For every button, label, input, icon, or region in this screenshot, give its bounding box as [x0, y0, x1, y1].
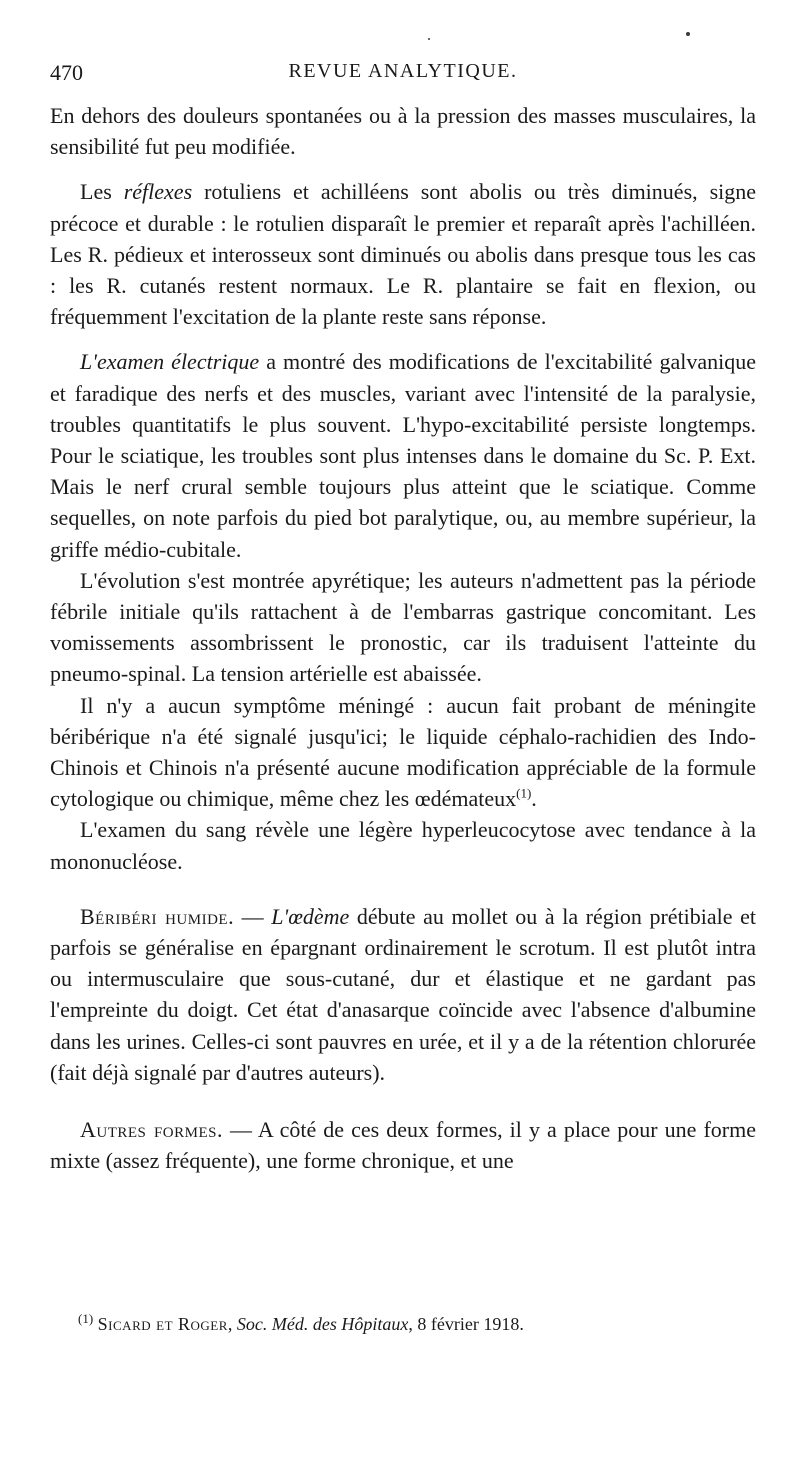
text-run: Il n'y a aucun symptôme méningé : aucun fait probant de méningite béribérique n'a été signalé jusqu'ici; le liquide céphalo-rachidien des Indo-Chinois et Chinois n'a présenté aucune modification appréciable de la formule cytologique ou chimique, même chez les œdémateux	[50, 692, 756, 812]
paragraph: L'examen du sang révèle une légère hyperleucocytose avec tendance à la mononucléose.	[50, 817, 756, 874]
paragraph	[50, 346, 756, 564]
paragraph	[50, 901, 756, 1088]
text-run: — A côté de ces deux formes, il y a place pour une forme mixte (assez fréquente), une forme chronique, et une	[50, 1117, 756, 1174]
specks	[686, 32, 690, 36]
specks	[428, 38, 430, 40]
page-number: 470	[50, 60, 83, 85]
text-run: ,	[227, 1314, 237, 1334]
paragraph: L'évolution s'est montrée apyrétique; les auteurs n'admettent pas la période fébrile initiale qu'ils rattachent à de l'embarras gastrique concomitant. Les vomissements assombrissent le pronostic, car ils traduisent l'atteinte du pneumo-spinal. La tension artérielle est abaissée.	[50, 567, 756, 687]
paragraph: En dehors des douleurs spontanées ou à la pression des masses musculaires, la sensibilité fut peu modifiée.	[50, 103, 756, 160]
footnote-ref[interactable]: (1)	[516, 785, 532, 801]
text-run: —	[234, 903, 272, 929]
section-heading: Autres formes.	[80, 1117, 223, 1143]
footnote-journal: Soc. Méd. des Hôpitaux	[236, 1314, 409, 1334]
text-run: débute au mollet ou à la région prétibiale et parfois se généralise en épargnant ordinairement le scrotum. Il est plutôt intra ou intermusculaire que sous-cutané, dur et élastique et ne gardant pas l'empreinte du doigt. Cet état d'anasarque coïncide avec l'absence d'albumine dans les urines. Celles-ci sont pauvres en urée, et il y a de la rétention chlorurée (fait déjà signalé par d'autres auteurs).	[50, 903, 757, 1085]
text-run: Les	[80, 179, 124, 205]
paragraph	[50, 176, 756, 332]
text-run: a montré des modifications de l'excitabilité galvanique et faradique des nerfs et des muscles, variant avec l'intensité de la paralysie, troubles quantitatifs le plus souvent. L'hypo-excitabilité persiste longtemps. Pour le sciatique, les troubles sont plus intenses dans le domaine du Sc. P. Ext. Mais le nerf crural semble toujours plus atteint que le sciatique. Comme sequelles, on note parfois du pied bot paralytique, ou, au membre supérieur, la griffe médio-cubitale.	[50, 349, 756, 562]
paragraph	[50, 690, 756, 815]
paragraph	[50, 1114, 756, 1176]
page-header	[50, 60, 756, 90]
footnote	[78, 1312, 738, 1336]
text-run: rotuliens et achilléens sont abolis ou très diminués, signe précoce et durable : le rotulien disparaît le premier et reparaît après l'achilléen. Les R. pédieux et interosseux sont diminués ou abolis dans presque tous les cas : les R. cutanés restent normaux. Le R. plantaire se fait en flexion, ou fréquemment l'excitation de la plante reste sans réponse.	[50, 179, 757, 330]
running-title: REVUE ANALYTIQUE.	[288, 60, 518, 82]
italic-term: réflexes	[123, 179, 193, 205]
italic-term: L'œdème	[271, 903, 350, 929]
section-heading: Béribéri humide.	[80, 903, 235, 929]
footnote-marker: (1)	[78, 1311, 94, 1326]
text-run: .	[531, 786, 537, 812]
footnote-date: , 8 février 1918.	[408, 1314, 524, 1334]
body-text	[50, 100, 756, 1177]
footnote-authors: Sicard et Roger	[97, 1314, 228, 1334]
italic-term: L'examen électrique	[80, 349, 260, 375]
